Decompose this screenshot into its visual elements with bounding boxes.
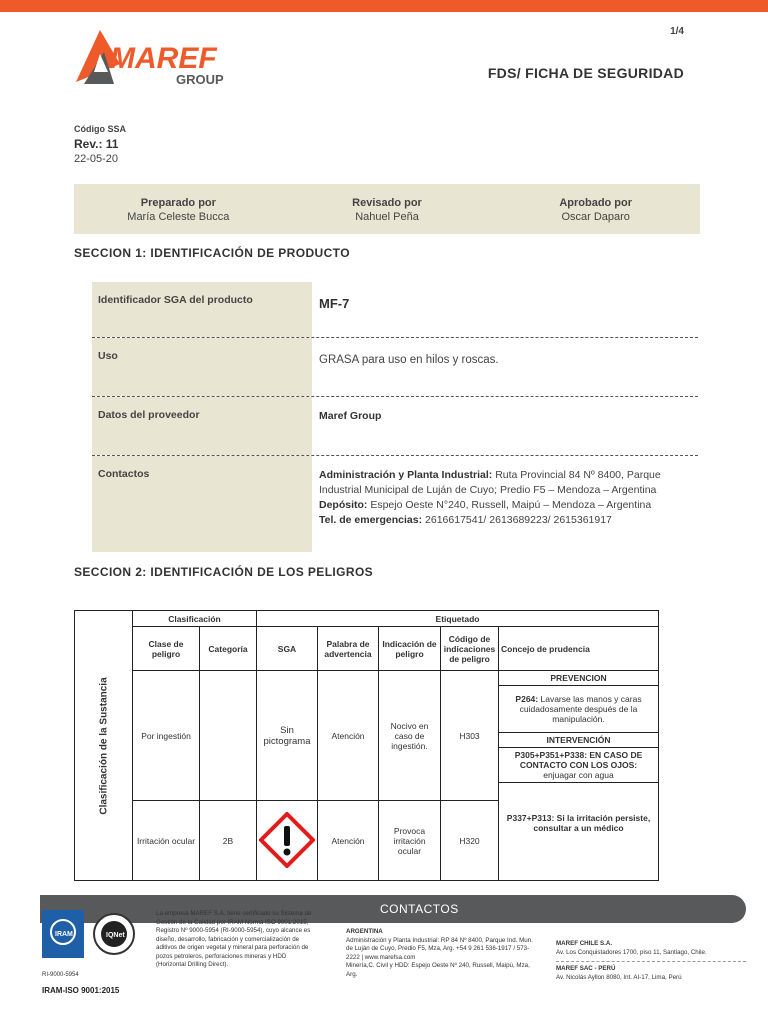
indicacion-ingestion: Nocivo en caso de ingestión. — [379, 671, 441, 801]
svg-text:IRAM: IRAM — [55, 931, 73, 938]
side-label-cell — [75, 611, 133, 881]
approvals-box — [74, 184, 700, 234]
revision: Rev.: 11 — [74, 137, 119, 151]
contact-admin — [319, 468, 692, 498]
contact-tel — [319, 513, 692, 528]
codigo-ingestion: H303 — [441, 671, 499, 801]
maref-logo — [70, 24, 230, 90]
admin-label: Administración y Planta Industrial: — [319, 469, 493, 481]
ar-country: ARGENTINA — [346, 928, 383, 935]
clase-ocular: Irritación ocular — [133, 801, 200, 881]
proveedor-label: Datos del proveedor — [92, 397, 312, 455]
hazard-table — [74, 610, 659, 881]
approval-role: Preparado por — [140, 197, 216, 209]
deposito-label: Depósito: — [319, 499, 368, 511]
identificador-value: MF-7 — [319, 296, 350, 311]
prevention-title: PREVENCION — [499, 671, 658, 686]
top-accent-bar — [0, 0, 768, 12]
approval-role: Aprobado por — [559, 197, 633, 209]
row-contactos — [92, 456, 698, 552]
tel-label: Tel. de emergencias: — [319, 514, 423, 526]
ar-mineria: Minería,C. Civil y HDD: Espejo Oeste Nº 240, Russell, Maipú, Mza, Arg. — [346, 962, 530, 978]
group-etiquetado: Etiquetado — [257, 611, 659, 627]
hazard-row-ingestion — [75, 671, 659, 801]
ar-admin: Administración y Planta Industrial: RP 84 Nº 8400, Parque Ind. Mun. de Luján de Cuyo, Predio F5, Mza, Arg. +54 9 261 536-1917 / 573-2222 | www.marefsa.com — [346, 936, 533, 961]
footer-international — [556, 940, 746, 982]
svg-text:IQNet: IQNet — [106, 932, 125, 939]
document-date: 22-05-20 — [74, 153, 119, 165]
proveedor-value: Maref Group — [319, 410, 382, 422]
indicacion-ocular: Provoca irritación ocular — [379, 801, 441, 881]
clase-ingestion: Por ingestión — [133, 671, 200, 801]
header-clase: Clase de peligro — [133, 627, 200, 671]
uso-value: GRASA para uso en hilos y roscas. — [319, 354, 499, 366]
admin-value: Ruta Provincial 84 Nº 8400, Parque Industrial Municipal de Luján de Cuyo; Predio F5 – Mendoza – Argentina — [319, 469, 661, 496]
row-identificador — [92, 282, 698, 338]
brand-sub: GROUP — [176, 72, 224, 87]
header-sga: SGA — [257, 627, 318, 671]
palabra-ocular: Atención — [318, 801, 379, 881]
certification-text: La empresa MAREF S.A. tiene certificado su Sistema de Gestión de la Calidad por IRAM Norma ISO 9001:2015, Registro Nº 9000-5954 (RI-9000-5954), cuyo alcance es diseño, desarrollo, fabricación y comercialización de aditivos de origen vegetal y mineral para perforación de pozos petroleros, perforaciones mineras y HDD (Horizontal Drilling Direct). — [156, 910, 312, 968]
approval-person: María Celeste Bucca — [127, 211, 230, 223]
categoria-ocular: 2B — [200, 801, 257, 881]
approval-prepared — [74, 184, 283, 234]
prudence-cell — [499, 671, 659, 881]
uso-label: Uso — [92, 338, 312, 396]
approval-role: Revisado por — [352, 197, 422, 209]
intervention-title: INTERVENCIÓN — [499, 733, 658, 748]
p305-code: P305+P351+P338: EN CASO DE CONTACTO CON LOS OJOS: — [514, 750, 643, 770]
p264-text: Lavarse las manos y caras cuidadosamente después de la manipulación. — [519, 694, 642, 724]
header-consejo: Concejo de prudencia — [499, 627, 659, 671]
page-number: 1/4 — [670, 26, 684, 37]
codigo-ocular: H320 — [441, 801, 499, 881]
section2-title: SECCION 2: IDENTIFICACIÓN DE LOS PELIGROS — [74, 565, 374, 579]
contactos-label: Contactos — [92, 456, 312, 552]
footer-argentina — [346, 928, 536, 979]
section1-title: SECCION 1: IDENTIFICACIÓN DE PRODUCTO — [74, 246, 350, 260]
sga-ingestion: Sin pictograma — [257, 671, 318, 801]
p337-block: P337+P313: Si la irritación persiste, consultar a un médico — [506, 813, 651, 833]
identificador-label: Identificador SGA del producto — [92, 282, 312, 337]
p305-block — [499, 748, 658, 783]
codigo-label: Código SSA — [74, 124, 126, 134]
document-title: FDS/ FICHA DE SEGURIDAD — [487, 65, 684, 81]
row-proveedor — [92, 397, 698, 456]
tel-value: 2616617541/ 2613689223/ 2615361917 — [425, 514, 612, 526]
approval-reviewed — [283, 184, 492, 234]
certification-logos — [42, 910, 142, 980]
header-categoria: Categoría — [200, 627, 257, 671]
contactos-value — [312, 456, 698, 552]
brand-name: MAREF — [110, 42, 217, 75]
row-uso — [92, 338, 698, 397]
approval-approved — [491, 184, 700, 234]
header-codigo: Código de indicaciones de peligro — [441, 627, 499, 671]
sga-ocular — [257, 801, 318, 881]
approval-person: Oscar Daparo — [561, 211, 630, 223]
palabra-ingestion: Atención — [318, 671, 379, 801]
side-label: Clasificación de la Sustancia — [98, 676, 109, 815]
exclamation-pictogram-icon — [259, 812, 315, 868]
header-palabra: Palabra de advertencia — [318, 627, 379, 671]
chile-name: MAREF CHILE S.A. — [556, 940, 613, 947]
peru-name: MAREF SAC - PERÚ — [556, 965, 616, 972]
footer-contacts-bar — [40, 895, 746, 923]
footer-contacts-title: CONTACTOS — [380, 902, 459, 916]
p264-code: P264: — [515, 694, 539, 704]
footer-divider — [556, 961, 746, 962]
categoria-ingestion — [200, 671, 257, 801]
product-identification-table — [92, 282, 698, 552]
p305-text: enjuagar con agua — [543, 770, 614, 780]
peru-address: Av. Nicolás Ayllon 8080, Int. AI-17, Lima, Perú — [556, 973, 682, 981]
approval-person: Nahuel Peña — [355, 211, 419, 223]
p264-block — [499, 686, 658, 733]
header-indicacion: Indicación de peligro — [379, 627, 441, 671]
iram-iso-label: IRAM-ISO 9001:2015 — [42, 986, 120, 995]
contact-deposito — [319, 498, 692, 513]
chile-address: Av. Los Conquistadores 1700, piso 11, Santiago, Chile. — [556, 948, 707, 956]
group-clasificacion: Clasificación — [133, 611, 257, 627]
deposito-value: Espejo Oeste N°240, Russell, Maipú – Mendoza – Argentina — [370, 499, 652, 511]
iram-registry: RI-9000-5954 — [42, 972, 79, 978]
